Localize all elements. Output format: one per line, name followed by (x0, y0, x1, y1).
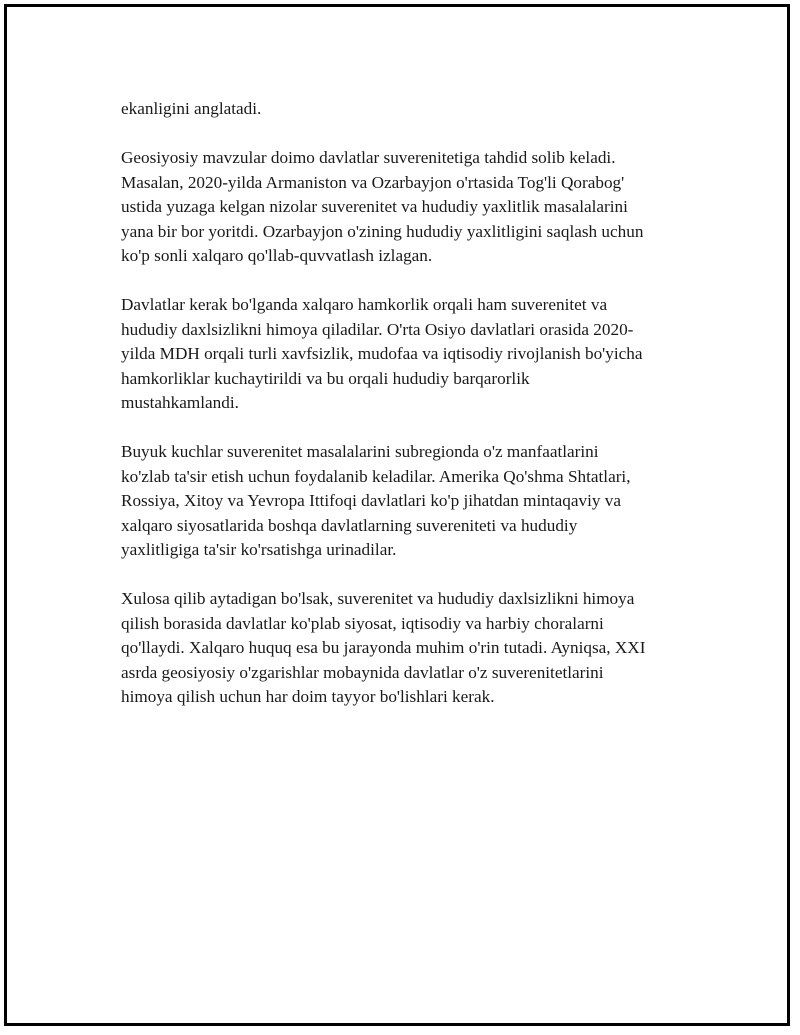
paragraph (121, 440, 681, 563)
text-line: ekanligini anglatadi. (121, 99, 262, 118)
paragraph (121, 293, 681, 416)
document-body (121, 97, 681, 734)
text-line: hamkorliklar kuchaytirildi va bu orqali hududiy barqarorlik (121, 368, 530, 388)
paragraph (121, 146, 681, 269)
text-line: mustahkamlandi. (121, 393, 239, 412)
document-page (4, 4, 790, 1026)
text-line: Geosiyosiy mavzular doimo davlatlar suverenitetiga tahdid solib keladi. (121, 148, 616, 167)
text-line: qo'llaydi. Xalqaro huquq esa bu jarayonda muhim o'rin tutadi. Ayniqsa, XXI (121, 638, 646, 657)
text-line: Buyuk kuchlar suverenitet masalalarini subregionda o'z manfaatlarini (121, 442, 599, 461)
text-line: yaxlitligiga ta'sir ko'rsatishga urinadilar. (121, 540, 397, 559)
text-line: ko'zlab ta'sir etish uchun foydalanib keladilar. Amerika Qo'shma Shtatlari, (121, 466, 631, 486)
text-line: Xulosa qilib aytadigan bo'lsak, suverenitet va hududiy daxlsizlikni himoya (121, 589, 635, 608)
text-line: Masalan, 2020-yilda Armaniston va Ozarbayjon o'rtasida Tog'li Qorabog' (121, 172, 625, 192)
text-line: ustida yuzaga kelgan nizolar suverenitet va hududiy yaxlitlik masalalarini (121, 197, 628, 216)
text-line: ko'p sonli xalqaro qo'llab-quvvatlash izlagan. (121, 246, 433, 265)
text-line: qilish borasida davlatlar ko'plab siyosat, iqtisodiy va harbiy choralarni (121, 613, 604, 633)
text-line: xalqaro siyosatlarida boshqa davlatlarning suvereniteti va hududiy (121, 515, 578, 535)
text-line: hududiy daxlsizlikni himoya qiladilar. O'rta Osiyo davlatlari orasida 2020- (121, 319, 634, 339)
text-line: yilda MDH orqali turli xavfsizlik, mudofaa va iqtisodiy rivojlanish bo'yicha (121, 344, 643, 363)
paragraph (121, 97, 681, 122)
paragraph (121, 587, 681, 710)
text-line: asrda geosiyosiy o'zgarishlar mobaynida davlatlar o'z suverenitetlarini (121, 662, 604, 682)
text-line: Rossiya, Xitoy va Yevropa Ittifoqi davlatlari ko'p jihatdan mintaqaviy va (121, 491, 622, 510)
text-line: himoya qilish uchun har doim tayyor bo'lishlari kerak. (121, 687, 495, 706)
text-line: Davlatlar kerak bo'lganda xalqaro hamkorlik orqali ham suverenitet va (121, 295, 608, 314)
text-line: yana bir bor yoritdi. Ozarbayjon o'zining hududiy yaxlitligini saqlash uchun (121, 221, 644, 241)
